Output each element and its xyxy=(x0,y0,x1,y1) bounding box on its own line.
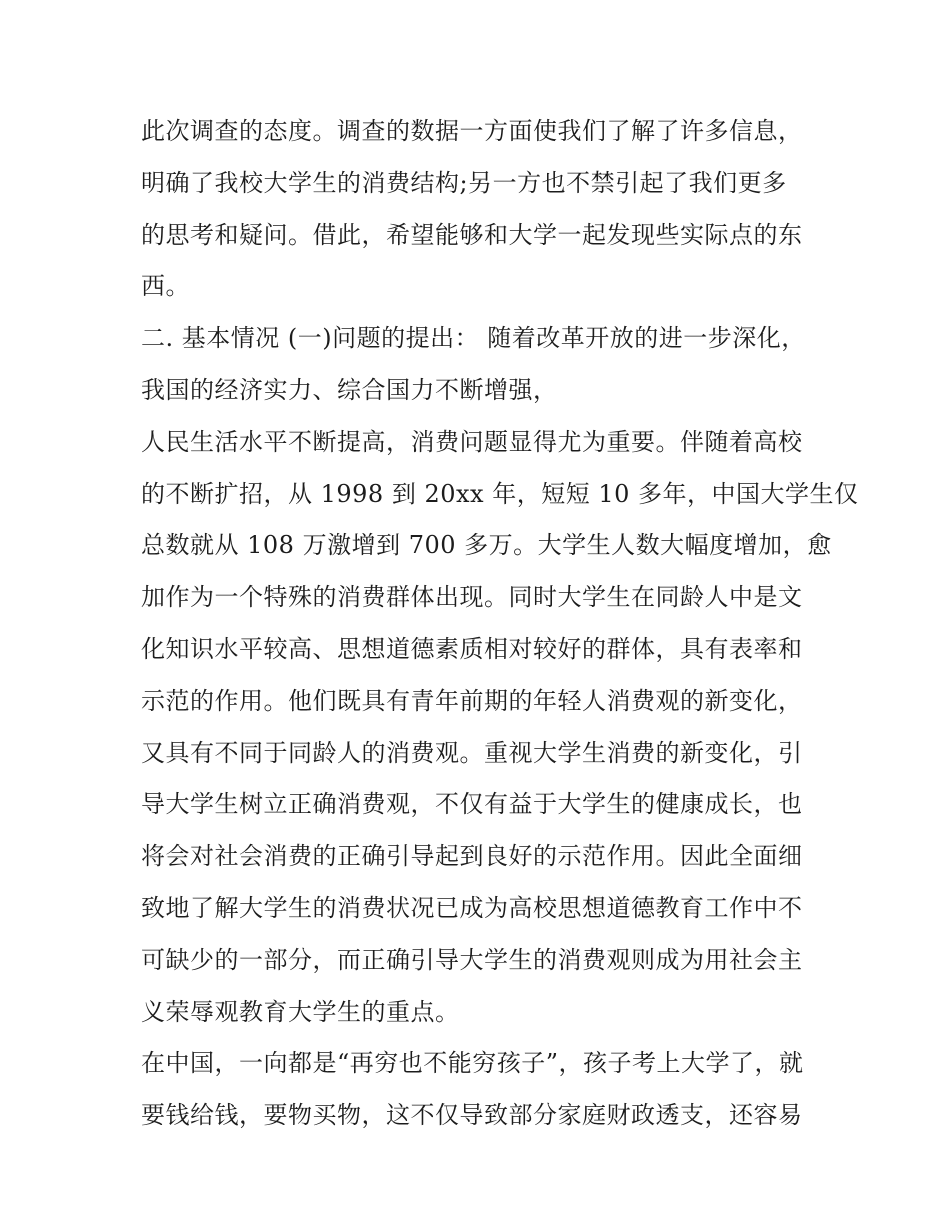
section-heading-line: 二. 基本情况 (一)问题的提出： 随着改革开放的进一步深化， xyxy=(141,324,806,353)
text-line: 又具有不同于同龄人的消费观。重视大学生消费的新变化，引 xyxy=(141,738,803,767)
text-line: 导大学生树立正确消费观，不仅有益于大学生的健康成长，也 xyxy=(141,790,803,819)
text-line: 在中国，一向都是“再穷也不能穷孩子”，孩子考上大学了，就 xyxy=(141,1049,804,1078)
text-line: 明确了我校大学生的消费结构;另一方也不禁引起了我们更多 xyxy=(141,168,787,197)
text-line: 总数就从 108 万激增到 700 多万。大学生人数大幅度增加，愈 xyxy=(141,531,832,560)
text-line: 要钱给钱，要物买物，这不仅导致部分家庭财政透支，还容易 xyxy=(141,1101,803,1130)
text-line: 的思考和疑问。借此，希望能够和大学一起发现些实际点的东 xyxy=(141,220,803,249)
text-line: 我国的经济实力、综合国力不断增强， xyxy=(141,375,558,404)
text-line: 义荣辱观教育大学生的重点。 xyxy=(141,997,460,1026)
text-line: 的不断扩招，从 1998 到 20xx 年，短短 10 多年，中国大学生仅 xyxy=(141,479,859,508)
text-line: 示范的作用。他们既具有青年前期的年轻人消费观的新变化， xyxy=(141,686,803,715)
text-line: 将会对社会消费的正确引导起到良好的示范作用。因此全面细 xyxy=(141,842,803,871)
text-line: 人民生活水平不断提高，消费问题显得尤为重要。伴随着高校 xyxy=(141,427,803,456)
document-body xyxy=(141,106,859,1142)
text-line: 西。 xyxy=(141,272,190,301)
text-line: 可缺少的一部分，而正确引导大学生的消费观则成为用社会主 xyxy=(141,945,803,974)
text-line: 加作为一个特殊的消费群体出现。同时大学生在同龄人中是文 xyxy=(141,583,803,612)
text-line: 化知识水平较高、思想道德素质相对较好的群体，具有表率和 xyxy=(141,634,803,663)
text-line: 此次调查的态度。调查的数据一方面使我们了解了许多信息， xyxy=(141,117,803,145)
text-line: 致地了解大学生的消费状况已成为高校思想道德教育工作中不 xyxy=(141,893,803,922)
